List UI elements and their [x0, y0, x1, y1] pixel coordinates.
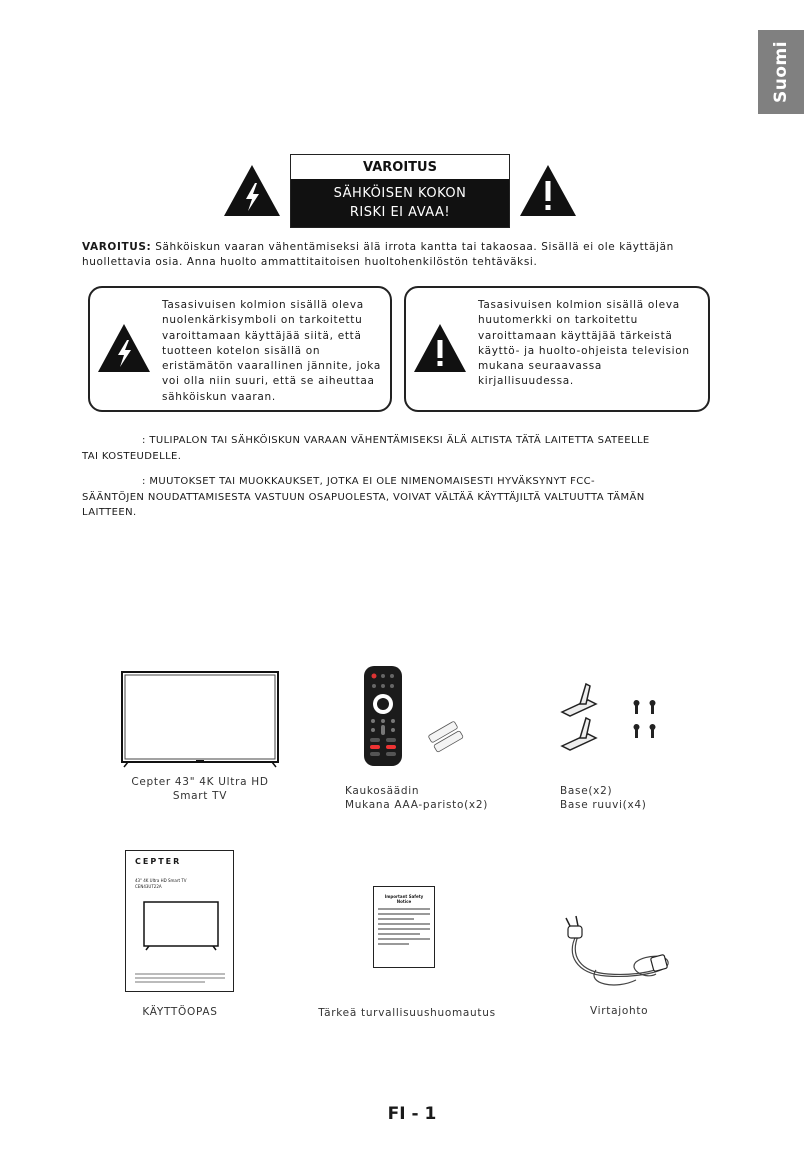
lightning-warning-icon	[222, 163, 282, 218]
tv-caption	[120, 775, 280, 803]
lightning-text-line: eristämätön vaarallinen jännite, joka	[162, 360, 382, 373]
power-cord-illustration	[556, 914, 678, 994]
manual-illustration	[125, 850, 234, 992]
fcc-warning-line2: SÄÄNTÖJEN NOUDATTAMISESTA VASTUUN OSAPUOLESTA, VOIVAT VÄLTÄÄ KÄYTTÄJILTÄ VALTUUTTA TÄMÄN	[82, 491, 645, 503]
warning-header	[290, 154, 510, 228]
remote-caption	[345, 784, 515, 812]
power-cord-caption: Virtajohto	[590, 1005, 649, 1017]
lightning-text-line: tuotteen kotelon sisällä on	[162, 344, 321, 357]
exclamation-warning-icon	[518, 163, 578, 218]
exclamation-symbol-icon	[412, 322, 468, 374]
remote-illustration	[360, 664, 472, 770]
lightning-text-line: Tasasivuisen kolmion sisällä oleva	[162, 299, 364, 311]
fire-warning	[82, 433, 772, 464]
safety-caption: Tärkeä turvallisuushuomautus	[318, 1007, 496, 1019]
manual-fine-print	[135, 981, 205, 983]
base-caption	[560, 784, 690, 812]
manual-cover-line2: CEN43UT22A	[135, 884, 162, 889]
lightning-text-line: nuolenkärkisymboli on tarkoitettu	[162, 314, 363, 327]
manual-fine-print	[135, 977, 225, 979]
warning-label: VAROITUS:	[82, 241, 152, 253]
fcc-warning	[82, 474, 772, 521]
warning-header-line2: RISKI EI AVAA!	[349, 205, 451, 220]
warning-text-2: huollettavia osia. Anna huolto ammattitaitoisen huoltohenkilöstön tehtäväksi.	[82, 256, 538, 268]
warning-header-title: VAROITUS	[291, 155, 509, 179]
exclamation-symbol-text	[478, 298, 706, 390]
manual-cover-text	[135, 878, 230, 890]
base-illustration	[558, 682, 668, 752]
remote-caption-line2: Mukana AAA-paristo(x2)	[345, 799, 488, 811]
language-tab	[758, 30, 804, 114]
lightning-text-line: varoittamaan käyttäjää siitä, että	[162, 329, 362, 342]
exclamation-text-line: huutomerkki on tarkoitettu	[478, 314, 638, 327]
tv-caption-line2: Smart TV	[172, 790, 228, 802]
fcc-warning-line1: : MUUTOKSET TAI MUOKKAUKSET, JOTKA EI OLE NIMENOMAISESTI HYVÄKSYNYT FCC-	[142, 476, 596, 487]
exclamation-text-line: mukana seuraavassa	[478, 360, 603, 373]
exclamation-text-line: Tasasivuisen kolmion sisällä oleva	[478, 299, 680, 311]
manual-fine-print	[135, 973, 225, 975]
manual-brand: CEPTER	[135, 857, 182, 866]
lightning-symbol-icon	[96, 322, 152, 374]
language-tab-label: Suomi	[771, 40, 792, 104]
base-caption-line2: Base ruuvi(x4)	[560, 799, 647, 811]
fire-warning-line1: : TULIPALON TAI SÄHKÖISKUN VARAAN VÄHENTÄMISEKSI ÄLÄ ALTISTA TÄTÄ LAITETTA SATEELLE	[142, 435, 650, 446]
safety-card-title: Important Safety Notice	[384, 894, 424, 904]
lightning-text-line: voi olla niin suuri, että se aiheuttaa	[162, 375, 375, 388]
exclamation-text-line: kirjallisuudessa.	[478, 375, 574, 388]
tv-caption-line1: Cepter 43" 4K Ultra HD	[131, 776, 269, 788]
exclamation-text-line: käyttö- ja huolto-ohjeista television	[478, 344, 690, 357]
tv-illustration	[120, 670, 280, 770]
page-number: FI - 1	[387, 1104, 437, 1124]
manual-tv-drawing	[143, 901, 219, 951]
lightning-symbol-text	[162, 298, 388, 405]
exclamation-text-line: varoittamaan käyttäjää tärkeistä	[478, 329, 673, 342]
manual-cover-line1: 43" 4K Ultra HD Smart TV	[135, 878, 187, 883]
warning-header-line1: SÄHKÖISEN KOKON	[333, 186, 467, 201]
warning-text-1: Sähköiskun vaaran vähentämiseksi älä irrota kantta tai takaosaa. Sisällä ei ole käyttäjän	[151, 241, 674, 253]
fire-warning-line2: TAI KOSTEUDELLE.	[82, 450, 182, 462]
remote-caption-line1: Kaukosäädin	[345, 785, 420, 797]
base-caption-line1: Base(x2)	[560, 785, 613, 797]
manual-caption: KÄYTTÖOPAS	[142, 1006, 218, 1018]
fcc-warning-line3: LAITTEEN.	[82, 507, 137, 518]
warning-paragraph	[82, 240, 762, 270]
warning-header-body	[291, 179, 509, 227]
lightning-text-line: sähköiskun vaaran.	[162, 390, 276, 403]
safety-card-illustration	[373, 886, 435, 968]
